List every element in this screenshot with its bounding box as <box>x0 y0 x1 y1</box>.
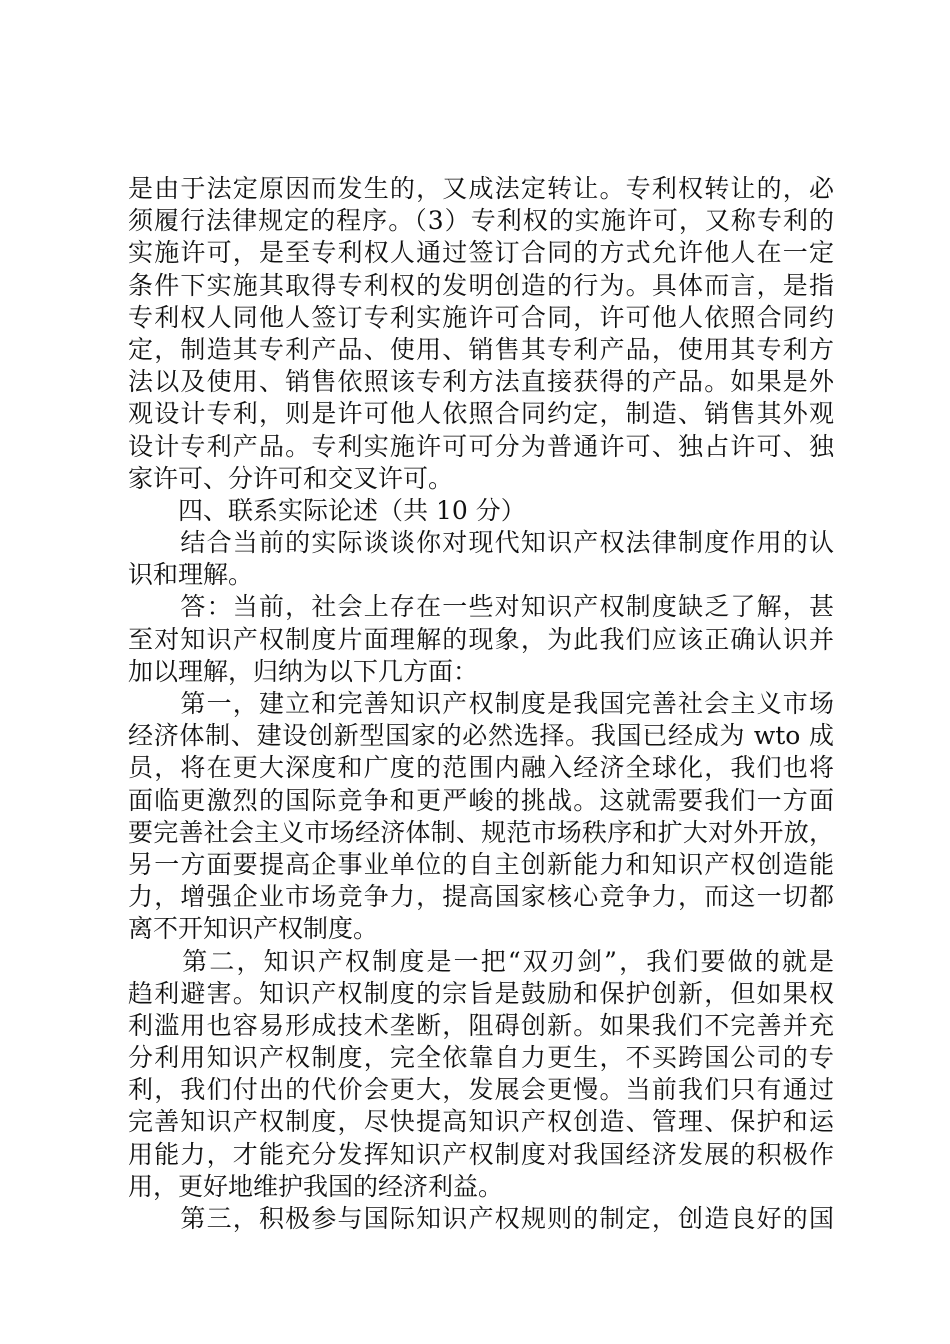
text-line: 识和理解。 <box>128 560 254 590</box>
text-line: 专利权人同他人签订专利实施许可合同，许可他人依照合同约 <box>128 302 834 332</box>
text-line: 利，我们付出的代价会更大，发展会更慢。当前我们只有通过 <box>128 1075 834 1105</box>
text-line: 须履行法律规定的程序。（3）专利权的实施许可，又称专利的 <box>128 206 834 236</box>
text-line: 利滥用也容易形成技术垄断，阻碍创新。如果我们不完善并充 <box>128 1010 834 1040</box>
text-line: 用能力，才能充分发挥知识产权制度对我国经济发展的积极作 <box>128 1139 834 1169</box>
text-line: 加以理解，归纳为以下几方面： <box>128 656 479 686</box>
text-line: 第三，积极参与国际知识产权规则的制定，创造良好的国 <box>128 1204 834 1233</box>
text-line: 答：当前，社会上存在一些对知识产权制度缺乏了解，甚 <box>128 592 834 622</box>
text-line: 员，将在更大深度和广度的范围内融入经济全球化，我们也将 <box>128 753 834 783</box>
text-line: 设计专利产品。专利实施许可可分为普通许可、独占许可、独 <box>128 431 834 461</box>
text-line: 实施许可，是至专利权人通过签订合同的方式允许他人在一定 <box>128 238 834 268</box>
text-line: 面临更激烈的国际竞争和更严峻的挑战。这就需要我们一方面 <box>128 785 834 815</box>
document-body <box>128 173 834 1235</box>
text-line: 至对知识产权制度片面理解的现象，为此我们应该正确认识并 <box>128 624 834 654</box>
text-line: 经济体制、建设创新型国家的必然选择。我国已经成为 wto 成 <box>128 721 834 751</box>
text-line: 四、联系实际论述（共 10 分） <box>128 495 526 525</box>
text-line: 结合当前的实际谈谈你对现代知识产权法律制度作用的认 <box>128 528 834 558</box>
text-line: 定，制造其专利产品、使用、销售其专利产品，使用其专利方 <box>128 334 834 364</box>
text-line: 要完善社会主义市场经济体制、规范市场秩序和扩大对外开放， <box>128 817 834 847</box>
text-line: 另一方面要提高企事业单位的自主创新能力和知识产权创造能 <box>128 849 834 879</box>
text-line: 趋利避害。知识产权制度的宗旨是鼓励和保护创新，但如果权 <box>128 978 834 1008</box>
text-line: 第二，知识产权制度是一把“双刃剑”，我们要做的就是 <box>128 946 834 976</box>
text-line: 分利用知识产权制度，完全依靠自力更生，不买跨国公司的专 <box>128 1043 834 1073</box>
text-line: 观设计专利，则是许可他人依照合同约定，制造、销售其外观 <box>128 399 834 429</box>
text-line: 条件下实施其取得专利权的发明创造的行为。具体而言，是指 <box>128 270 834 300</box>
text-line: 用，更好地维护我国的经济利益。 <box>128 1171 504 1201</box>
text-line: 力，增强企业市场竞争力，提高国家核心竞争力，而这一切都 <box>128 882 834 912</box>
text-line: 第一，建立和完善知识产权制度是我国完善社会主义市场 <box>128 689 834 718</box>
text-line: 法以及使用、销售依照该专利方法直接获得的产品。如果是外 <box>128 367 834 397</box>
text-line: 完善知识产权制度，尽快提高知识产权创造、管理、保护和运 <box>128 1107 834 1137</box>
text-line: 家许可、分许可和交叉许可。 <box>128 463 454 493</box>
text-line: 离不开知识产权制度。 <box>128 914 379 944</box>
text-line: 是由于法定原因而发生的，又成法定转让。专利权转让的，必 <box>128 174 834 203</box>
